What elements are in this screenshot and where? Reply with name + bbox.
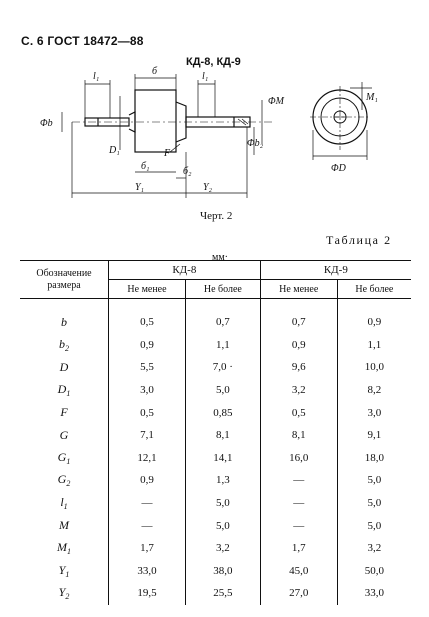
page-header: С. 6 ГОСТ 18472—88	[21, 34, 144, 48]
value-cell: —	[260, 514, 337, 537]
table-row	[20, 582, 411, 605]
value-cell: 9,1	[337, 424, 411, 447]
value-cell: 0,9	[337, 299, 411, 334]
value-cell: 0,5	[109, 401, 186, 424]
value-cell: 1,3	[185, 469, 260, 492]
label-phi-d: ΦD	[331, 163, 346, 174]
symbol-subscript: 2	[65, 592, 70, 602]
value-cell: 0,85	[185, 401, 260, 424]
value-cell: 8,1	[185, 424, 260, 447]
table-body	[20, 299, 411, 605]
value-cell: 5,0	[337, 514, 411, 537]
symbol-subscript: 2	[66, 479, 71, 489]
value-cell: 8,2	[337, 379, 411, 402]
symbol-letter: G	[59, 427, 69, 442]
label-y2: Y₂	[203, 182, 213, 193]
symbol-letter: M	[59, 518, 69, 533]
value-cell: —	[260, 492, 337, 515]
subcol-kd8-min: Не менее	[109, 280, 186, 299]
value-cell: 5,0	[337, 469, 411, 492]
drawing-title: КД-8, КД-9	[186, 56, 241, 68]
value-cell: 33,0	[109, 560, 186, 583]
row-symbol	[20, 537, 109, 560]
value-cell: 5,0	[337, 492, 411, 515]
value-cell: 0,7	[185, 299, 260, 334]
symbol-letter: M	[57, 540, 67, 555]
symbol-letter: b	[61, 314, 67, 329]
value-cell: 5,0	[185, 514, 260, 537]
value-cell: 0,7	[260, 299, 337, 334]
designation-header: Обозначение размера	[20, 261, 109, 299]
value-cell: 7,0 ·	[185, 356, 260, 379]
value-cell: 3,2	[260, 379, 337, 402]
row-symbol	[20, 379, 109, 402]
value-cell: 3,0	[337, 401, 411, 424]
symbol-letter: D	[59, 359, 69, 374]
subcol-kd9-min: Не менее	[260, 280, 337, 299]
subcol-kd9-max: Не более	[337, 280, 411, 299]
label-f: F	[164, 148, 171, 159]
symbol-letter: Y	[58, 562, 66, 577]
value-cell: 27,0	[260, 582, 337, 605]
diode-body	[135, 90, 176, 152]
table-row	[20, 401, 411, 424]
value-cell: 3,0	[109, 379, 186, 402]
value-cell: —	[109, 492, 186, 515]
row-symbol	[20, 299, 109, 334]
symbol-letter: D	[57, 382, 67, 397]
value-cell: 50,0	[337, 560, 411, 583]
value-cell: —	[109, 514, 186, 537]
value-cell: 19,5	[109, 582, 186, 605]
value-cell: 0,5	[109, 299, 186, 334]
value-cell: 3,2	[185, 537, 260, 560]
label-phi-b: Φb	[40, 118, 53, 129]
row-symbol	[20, 401, 109, 424]
table-caption: Таблица 2	[326, 233, 392, 247]
value-cell: 5,0	[185, 379, 260, 402]
label-g2: б₂	[183, 166, 192, 177]
value-cell: 0,9	[260, 334, 337, 357]
value-cell: 10,0	[337, 356, 411, 379]
table-row	[20, 469, 411, 492]
value-cell: 25,5	[185, 582, 260, 605]
label-d1: D₁	[109, 145, 120, 156]
table-row	[20, 356, 411, 379]
label-phi-m: ΦM	[268, 96, 284, 107]
value-cell: 5,0	[185, 492, 260, 515]
value-cell: 1,1	[185, 334, 260, 357]
row-symbol	[20, 447, 109, 470]
row-symbol	[20, 424, 109, 447]
row-symbol	[20, 356, 109, 379]
value-cell: 5,5	[109, 356, 186, 379]
table-row	[20, 379, 411, 402]
symbol-letter: l	[60, 495, 64, 510]
value-cell: 38,0	[185, 560, 260, 583]
symbol-letter: G	[57, 472, 67, 487]
symbol-subscript: 1	[63, 502, 68, 512]
value-cell: 12,1	[109, 447, 186, 470]
row-symbol	[20, 492, 109, 515]
figure-caption: Черт. 2	[200, 210, 233, 222]
value-cell: 9,6	[260, 356, 337, 379]
value-cell: —	[260, 469, 337, 492]
row-symbol	[20, 469, 109, 492]
value-cell: 1,7	[109, 537, 186, 560]
row-symbol	[20, 334, 109, 357]
row-symbol	[20, 582, 109, 605]
group-header-kd8: КД-8	[109, 261, 261, 280]
value-cell: 45,0	[260, 560, 337, 583]
symbol-letter: b	[59, 336, 65, 351]
table-row	[20, 560, 411, 583]
table-row	[20, 447, 411, 470]
technical-drawing	[0, 60, 429, 210]
symbol-letter: F	[60, 405, 68, 420]
label-m1: M₁	[366, 92, 378, 103]
units-label: мм·	[212, 252, 228, 263]
value-cell: 7,1	[109, 424, 186, 447]
group-header-kd9: КД-9	[260, 261, 411, 280]
value-cell: 16,0	[260, 447, 337, 470]
label-y1: Y₁	[135, 182, 145, 193]
table-row	[20, 537, 411, 560]
subcol-kd8-max: Не более	[185, 280, 260, 299]
value-cell: 0,9	[109, 469, 186, 492]
label-l1-right: l₁	[202, 71, 209, 82]
symbol-subscript: 1	[65, 569, 70, 579]
label-phi-b2: Φb₂	[247, 138, 264, 149]
value-cell: 14,1	[185, 447, 260, 470]
table-row	[20, 424, 411, 447]
value-cell: 0,5	[260, 401, 337, 424]
symbol-subscript: 1	[67, 547, 71, 557]
row-symbol	[20, 560, 109, 583]
label-g1: б₁	[141, 161, 150, 172]
symbol-subscript: 1	[66, 389, 71, 399]
symbol-letter: Y	[58, 585, 66, 600]
dimensions-table	[20, 260, 411, 605]
table-row	[20, 514, 411, 537]
value-cell: 0,9	[109, 334, 186, 357]
value-cell: 8,1	[260, 424, 337, 447]
symbol-subscript: 1	[66, 456, 71, 466]
value-cell: 33,0	[337, 582, 411, 605]
symbol-letter: G	[57, 449, 67, 464]
row-symbol	[20, 514, 109, 537]
label-b: б	[152, 66, 158, 77]
label-l1-left: l₁	[93, 71, 100, 82]
value-cell: 1,7	[260, 537, 337, 560]
value-cell: 1,1	[337, 334, 411, 357]
table-row	[20, 334, 411, 357]
symbol-subscript: 2	[65, 343, 69, 353]
value-cell: 3,2	[337, 537, 411, 560]
table-row	[20, 492, 411, 515]
value-cell: 18,0	[337, 447, 411, 470]
table-row	[20, 299, 411, 334]
